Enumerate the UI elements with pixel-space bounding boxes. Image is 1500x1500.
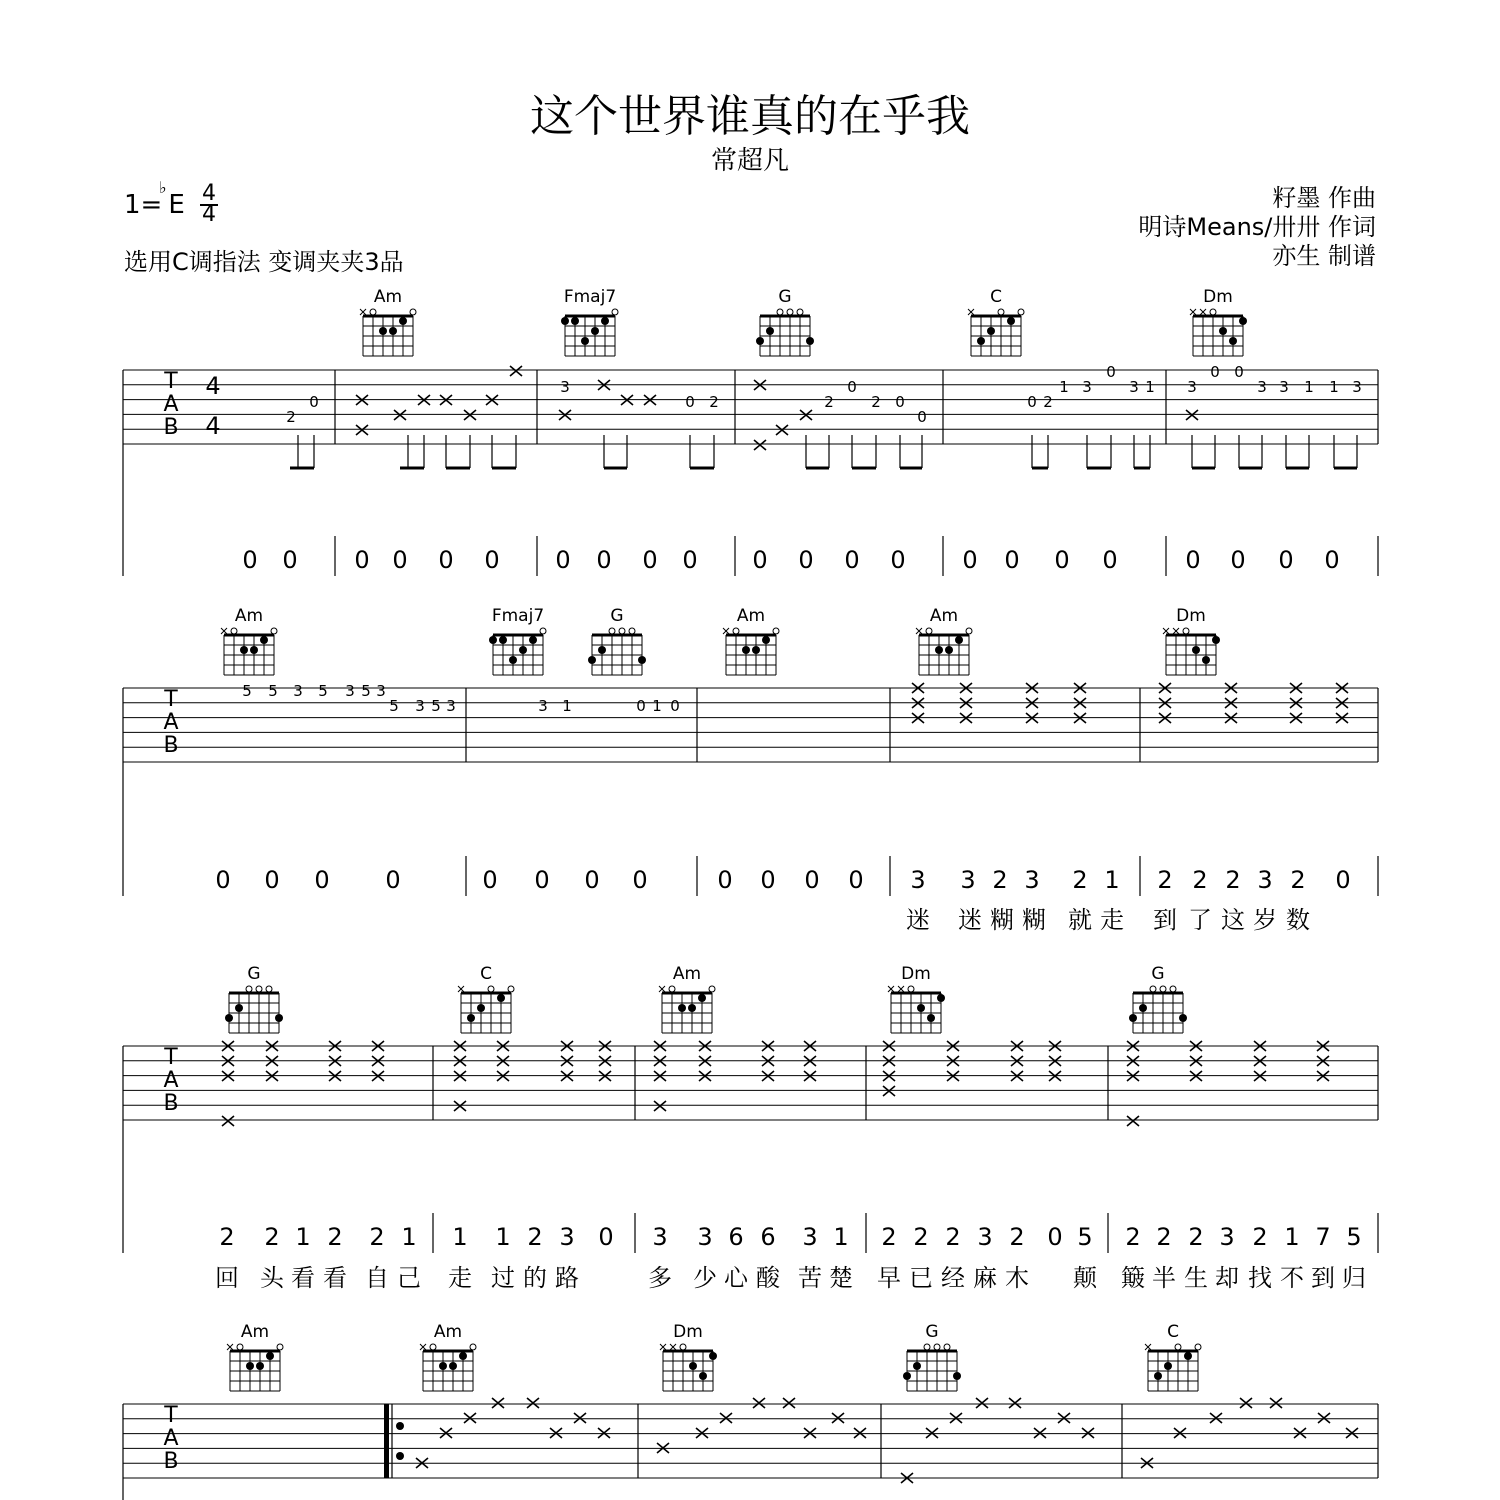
lyric-char: 生 [1184, 1264, 1208, 1292]
jianpu-note: 5 [1077, 1223, 1093, 1251]
chord-name: G [247, 964, 261, 984]
jianpu-note: 3 [1257, 866, 1273, 894]
jianpu-note: 0 [385, 866, 401, 894]
repeat-barline-thick [384, 1404, 389, 1478]
tab-x-mark [832, 1413, 844, 1423]
jianpu-note: 2 [1290, 866, 1306, 894]
tab-x-mark [598, 1428, 610, 1438]
chord-diagram-am [227, 1322, 283, 1391]
tab-x-mark [720, 1413, 732, 1423]
chord-diagram-g [225, 964, 283, 1033]
jianpu-note: 2 [219, 1223, 235, 1251]
time-signature-top: 4 [202, 181, 216, 206]
jianpu-note: 0 [848, 866, 864, 894]
jianpu-note: 0 [392, 546, 408, 574]
tab-fret-number: 3 [415, 697, 425, 715]
chord-name: Dm [1203, 287, 1233, 307]
tab-fret-number: 0 [670, 697, 680, 715]
tab-clef-letter: T [164, 687, 178, 712]
song-title: 这个世界谁真的在乎我 [530, 91, 970, 142]
tab-clef-letter: B [163, 1090, 179, 1116]
key-letter: E [168, 190, 185, 220]
jianpu-note: 0 [1102, 546, 1118, 574]
jianpu-note: 1 [295, 1223, 311, 1251]
tab-x-mark [800, 410, 812, 420]
chord-name: Am [736, 606, 766, 626]
jianpu-note: 0 [282, 546, 298, 574]
tab-fret-number: 3 [1257, 378, 1267, 396]
tab-x-mark [1058, 1413, 1070, 1423]
lyric-char: 路 [555, 1264, 579, 1292]
chord-diagram-am [723, 606, 779, 675]
chord-name: Am [234, 606, 264, 626]
chord-name: C [990, 287, 1002, 307]
tab-system-2 [123, 606, 1378, 934]
chord-name: Am [929, 606, 959, 626]
chord-diagram-g [903, 1322, 961, 1391]
tab-clef-letter: T [164, 1045, 178, 1070]
jianpu-note: 2 [1225, 866, 1241, 894]
jianpu-note: 0 [844, 546, 860, 574]
lyric-char: 酸 [756, 1264, 780, 1292]
tab-x-mark [854, 1428, 866, 1438]
chord-diagram-am [221, 606, 277, 675]
tab-x-mark [1270, 1398, 1282, 1408]
tab-x-mark [696, 1428, 708, 1438]
lyric-char: 糊 [990, 906, 1014, 934]
key-flat: ♭ [159, 178, 167, 197]
tab-x-mark [394, 410, 406, 420]
chord-name: G [610, 606, 624, 626]
jianpu-note: 1 [1104, 866, 1120, 894]
tab-x-mark [464, 1413, 476, 1423]
tab-fret-number: 2 [871, 393, 881, 411]
tab-fret-number: 3 [1187, 378, 1197, 396]
lyric-char: 麻 [973, 1264, 997, 1292]
lyric-char: 早 [877, 1264, 901, 1292]
tab-x-mark [559, 410, 571, 420]
lyric-char: 看 [291, 1264, 315, 1292]
tab-fret-number: 0 [1106, 363, 1116, 381]
tab-x-mark [492, 1398, 504, 1408]
tab-fret-number: 0 [895, 393, 905, 411]
tab-x-mark [1082, 1428, 1094, 1438]
tab-fret-number: 5 [268, 682, 278, 700]
tab-x-mark [464, 410, 476, 420]
jianpu-note: 0 [482, 866, 498, 894]
lyric-char: 数 [1286, 906, 1310, 934]
chord-name: Dm [673, 1322, 703, 1342]
jianpu-note: 0 [596, 546, 612, 574]
tab-system-3 [123, 964, 1378, 1292]
jianpu-note: 0 [632, 866, 648, 894]
tab-fret-number: 3 [560, 378, 570, 396]
jianpu-note: 3 [960, 866, 976, 894]
jianpu-note: 0 [534, 866, 550, 894]
lyric-char: 心 [724, 1264, 748, 1292]
lyric-char: 少 [693, 1264, 717, 1292]
tab-x-mark [510, 366, 522, 376]
jianpu-note: 2 [1156, 1223, 1172, 1251]
jianpu-note: 2 [1252, 1223, 1268, 1251]
jianpu-note: 1 [401, 1223, 417, 1251]
tab-fret-number: 0 [636, 697, 646, 715]
jianpu-note: 0 [484, 546, 500, 574]
tab-x-mark [1294, 1428, 1306, 1438]
tab-fret-number: 3 [538, 697, 548, 715]
tab-fret-number: 2 [1043, 393, 1053, 411]
jianpu-note: 3 [1024, 866, 1040, 894]
tab-x-mark [1346, 1428, 1358, 1438]
tab-x-mark [950, 1413, 962, 1423]
credit-composer: 籽墨 作曲 [1272, 184, 1376, 212]
jianpu-note: 1 [452, 1223, 468, 1251]
jianpu-note: 2 [1072, 866, 1088, 894]
tab-x-mark [976, 1398, 988, 1408]
lyric-char: 经 [941, 1264, 965, 1292]
chord-diagram-c [1145, 1322, 1201, 1391]
tab-x-mark [1210, 1413, 1222, 1423]
tab-fret-number: 5 [361, 682, 371, 700]
jianpu-note: 0 [242, 546, 258, 574]
jianpu-note: 0 [1278, 546, 1294, 574]
jianpu-note: 2 [327, 1223, 343, 1251]
tab-fret-number: 1 [562, 697, 572, 715]
tab-fret-number: 0 [1234, 363, 1244, 381]
chord-name: Dm [1176, 606, 1206, 626]
chord-diagram-c [458, 964, 514, 1033]
tab-x-mark [1034, 1428, 1046, 1438]
lyric-char: 岁 [1253, 906, 1277, 934]
chord-diagram-g [756, 287, 814, 356]
jianpu-note: 5 [1346, 1223, 1362, 1251]
jianpu-note: 0 [760, 866, 776, 894]
tab-fret-number: 3 [1352, 378, 1362, 396]
jianpu-note: 0 [642, 546, 658, 574]
jianpu-note: 2 [369, 1223, 385, 1251]
lyric-char: 看 [323, 1264, 347, 1292]
chord-diagram-dm [1190, 287, 1247, 356]
lyric-char: 到 [1153, 906, 1177, 934]
tab-x-mark [1186, 410, 1198, 420]
tab-x-mark [804, 1428, 816, 1438]
jianpu-note: 0 [752, 546, 768, 574]
lyric-char: 这 [1221, 906, 1245, 934]
jianpu-note: 2 [992, 866, 1008, 894]
jianpu-note: 2 [1125, 1223, 1141, 1251]
jianpu-note: 2 [881, 1223, 897, 1251]
repeat-dot [396, 1452, 404, 1460]
tab-fret-number: 0 [917, 408, 927, 426]
chord-diagram-g [588, 606, 646, 675]
tab-fret-number: 0 [309, 393, 319, 411]
jianpu-note: 0 [598, 1223, 614, 1251]
tab-fret-number: 1 [1329, 378, 1339, 396]
chord-name: G [778, 287, 792, 307]
tab-fret-number: 3 [376, 682, 386, 700]
tab-x-mark [754, 440, 766, 450]
lyric-char: 的 [523, 1264, 547, 1292]
tab-fret-number: 3 [1279, 378, 1289, 396]
tab-clef-letter: A [163, 1425, 179, 1451]
tab-fret-number: 0 [685, 393, 695, 411]
tab-fret-number: 5 [431, 697, 441, 715]
lyric-char: 己 [397, 1264, 421, 1292]
lyric-char: 苦 [798, 1264, 822, 1292]
jianpu-note: 1 [495, 1223, 511, 1251]
jianpu-note: 2 [1192, 866, 1208, 894]
chord-name: Am [373, 287, 403, 307]
tab-clef-letter: B [163, 732, 179, 758]
jianpu-note: 0 [354, 546, 370, 574]
chord-name: Am [240, 1322, 270, 1342]
chord-name: Am [433, 1322, 463, 1342]
lyric-char: 簸 [1121, 1264, 1145, 1292]
key-prefix: 1= [124, 190, 163, 220]
chord-name: Fmaj7 [491, 606, 545, 626]
tab-x-mark [574, 1413, 586, 1423]
chord-diagram-dm [660, 1322, 717, 1391]
jianpu-note: 0 [962, 546, 978, 574]
lyric-char: 就 [1068, 906, 1092, 934]
tab-clef-letter: A [163, 709, 179, 735]
tab-x-mark [654, 1101, 666, 1111]
lyric-char: 过 [491, 1264, 515, 1292]
jianpu-note: 0 [804, 866, 820, 894]
jianpu-note: 2 [1188, 1223, 1204, 1251]
tab-clef-letter: A [163, 1067, 179, 1093]
tab-x-mark [440, 1428, 452, 1438]
chord-diagram-g [1129, 964, 1187, 1033]
jianpu-note: 0 [1324, 546, 1340, 574]
chord-diagram-fmaj7 [489, 606, 546, 675]
credit-transcriber: 亦生 制谱 [1272, 242, 1376, 270]
jianpu-note: 0 [1335, 866, 1351, 894]
tab-x-mark [527, 1398, 539, 1408]
tab-clef-letter: T [164, 369, 178, 394]
jianpu-note: 0 [1054, 546, 1070, 574]
jianpu-note: 2 [945, 1223, 961, 1251]
chord-diagram-am [420, 1322, 476, 1391]
jianpu-note: 0 [264, 866, 280, 894]
chord-diagram-dm [1163, 606, 1220, 675]
tab-x-mark [550, 1428, 562, 1438]
chord-name: Dm [901, 964, 931, 984]
jianpu-note: 3 [802, 1223, 818, 1251]
jianpu-note: 3 [652, 1223, 668, 1251]
tab-fret-number: 5 [389, 697, 399, 715]
lyric-char: 颠 [1073, 1264, 1097, 1292]
tab-fret-number: 0 [1210, 363, 1220, 381]
tab-x-mark [1174, 1428, 1186, 1438]
tab-x-mark [454, 1101, 466, 1111]
chord-name: Fmaj7 [563, 287, 617, 307]
credit-lyricist: 明诗Means/卅卅 作词 [1138, 213, 1376, 241]
chord-diagram-c [968, 287, 1024, 356]
jianpu-note: 3 [977, 1223, 993, 1251]
tab-x-mark [1240, 1398, 1252, 1408]
chord-name: G [925, 1322, 939, 1342]
jianpu-note: 3 [697, 1223, 713, 1251]
lyric-char: 半 [1152, 1264, 1176, 1292]
jianpu-note: 6 [728, 1223, 744, 1251]
capo-note: 选用C调指法 变调夹夹3品 [124, 248, 404, 276]
tab-fret-number: 4 [205, 372, 221, 400]
chord-name: Am [672, 964, 702, 984]
jianpu-note: 3 [1219, 1223, 1235, 1251]
tab-system-1 [123, 287, 1378, 576]
tab-fret-number: 3 [446, 697, 456, 715]
lyric-char: 走 [1100, 906, 1124, 934]
tab-x-mark [753, 1398, 765, 1408]
lyric-char: 不 [1280, 1264, 1304, 1292]
chord-diagram-am [360, 287, 416, 356]
chord-name: G [1151, 964, 1165, 984]
tab-fret-number: 3 [293, 682, 303, 700]
jianpu-note: 0 [1004, 546, 1020, 574]
tab-fret-number: 1 [652, 697, 662, 715]
tab-x-mark [776, 425, 788, 435]
lyric-char: 自 [365, 1264, 389, 1292]
chord-diagram-am [659, 964, 715, 1033]
jianpu-note: 2 [1157, 866, 1173, 894]
tab-fret-number: 1 [1145, 378, 1155, 396]
tab-fret-number: 1 [1304, 378, 1314, 396]
jianpu-note: 2 [913, 1223, 929, 1251]
jianpu-note: 0 [890, 546, 906, 574]
lyric-char: 迷 [906, 906, 930, 934]
repeat-dot [396, 1422, 404, 1430]
tab-x-mark [222, 1116, 234, 1126]
jianpu-note: 7 [1315, 1223, 1331, 1251]
tab-system-4 [123, 1322, 1378, 1500]
jianpu-note: 0 [1047, 1223, 1063, 1251]
tab-fret-number: 2 [824, 393, 834, 411]
jianpu-note: 0 [215, 866, 231, 894]
song-artist: 常超凡 [710, 146, 789, 176]
jianpu-note: 2 [264, 1223, 280, 1251]
tab-fret-number: 3 [1129, 378, 1139, 396]
jianpu-note: 3 [559, 1223, 575, 1251]
jianpu-note: 0 [555, 546, 571, 574]
jianpu-note: 2 [527, 1223, 543, 1251]
lyric-char: 到 [1311, 1264, 1335, 1292]
tab-fret-number: 4 [205, 412, 221, 440]
jianpu-note: 0 [438, 546, 454, 574]
tab-fret-number: 0 [1027, 393, 1037, 411]
lyric-char: 迷 [958, 906, 982, 934]
chord-diagram-am [916, 606, 972, 675]
tab-x-mark [926, 1428, 938, 1438]
jianpu-note: 6 [760, 1223, 776, 1251]
lyric-char: 走 [448, 1264, 472, 1292]
lyric-char: 了 [1188, 906, 1212, 934]
jianpu-note: 0 [717, 866, 733, 894]
lyric-char: 头 [260, 1264, 284, 1292]
tab-fret-number: 5 [242, 682, 252, 700]
jianpu-note: 0 [584, 866, 600, 894]
jianpu-note: 2 [1009, 1223, 1025, 1251]
tab-fret-number: 0 [847, 378, 857, 396]
tab-fret-number: 2 [709, 393, 719, 411]
tab-x-mark [1127, 1116, 1139, 1126]
jianpu-note: 0 [1185, 546, 1201, 574]
lyric-char: 已 [909, 1264, 933, 1292]
lyric-char: 楚 [829, 1264, 853, 1292]
jianpu-note: 1 [1284, 1223, 1300, 1251]
tab-x-mark [356, 425, 368, 435]
chord-name: C [480, 964, 492, 984]
chord-name: C [1167, 1322, 1179, 1342]
lyric-char: 糊 [1022, 906, 1046, 934]
lyric-char: 回 [215, 1264, 239, 1292]
jianpu-note: 3 [910, 866, 926, 894]
chord-diagram-fmaj7 [561, 287, 618, 356]
tab-fret-number: 5 [318, 682, 328, 700]
tab-x-mark [783, 1398, 795, 1408]
tab-x-mark [1009, 1398, 1021, 1408]
lyric-char: 找 [1248, 1264, 1272, 1292]
jianpu-note: 0 [1230, 546, 1246, 574]
chord-diagram-dm [888, 964, 945, 1033]
tab-clef-letter: B [163, 1448, 179, 1474]
tab-x-mark [883, 1086, 895, 1096]
tab-x-mark [1318, 1413, 1330, 1423]
lyric-char: 归 [1342, 1264, 1366, 1292]
tab-fret-number: 2 [286, 408, 296, 426]
time-signature-bottom: 4 [202, 202, 216, 227]
lyric-char: 多 [648, 1264, 672, 1292]
lyric-char: 却 [1215, 1264, 1239, 1292]
tab-clef-letter: B [163, 414, 179, 440]
tab-fret-number: 3 [345, 682, 355, 700]
jianpu-note: 0 [314, 866, 330, 894]
jianpu-note: 1 [833, 1223, 849, 1251]
tab-fret-number: 1 [1059, 378, 1069, 396]
tab-fret-number: 3 [1082, 378, 1092, 396]
tab-clef-letter: T [164, 1403, 178, 1428]
jianpu-note: 0 [682, 546, 698, 574]
jianpu-note: 0 [798, 546, 814, 574]
lyric-char: 木 [1005, 1264, 1029, 1292]
tab-clef-letter: A [163, 391, 179, 417]
